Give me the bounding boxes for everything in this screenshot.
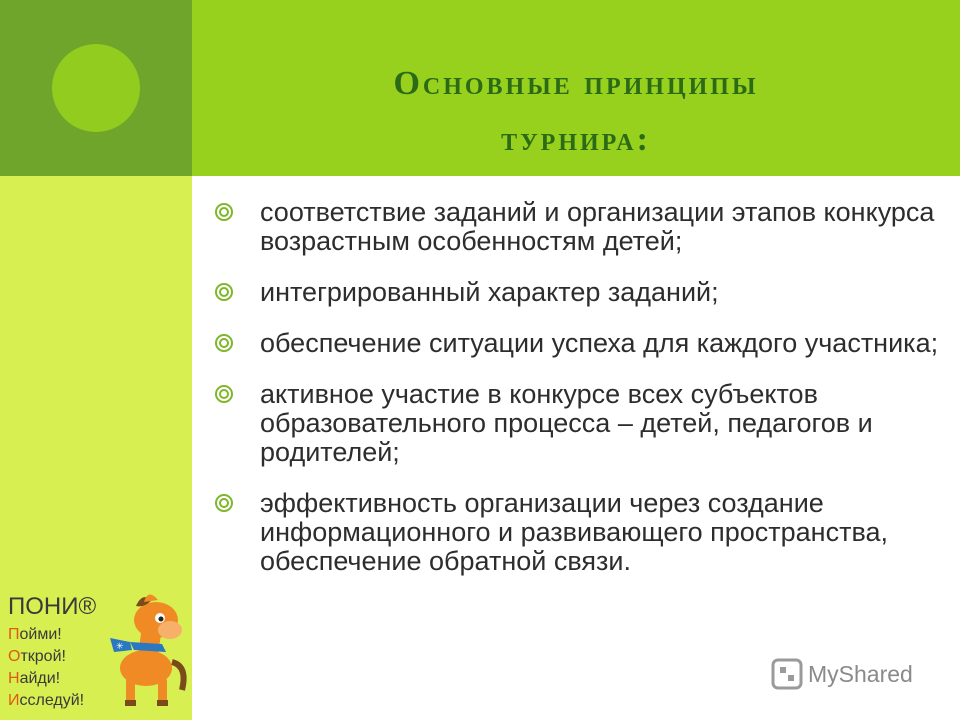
- slide-title: [192, 56, 960, 168]
- list-item-text: обеспечение ситуации успеха для каждого участника;: [260, 328, 939, 358]
- divider: [192, 176, 960, 182]
- list-item-text: соответствие заданий и организации этапов конкурса возрастным особенностям детей;: [260, 197, 935, 256]
- logo-line-initial: О: [8, 648, 21, 665]
- list-item-text: активное участие в конкурсе всех субъектов образовательного процесса – детей, педагогов и родителей;: [260, 379, 873, 467]
- list-item: [214, 329, 944, 358]
- pony-mascot-icon: [86, 586, 192, 710]
- slide-title-line-1: Основные принципы: [393, 65, 759, 102]
- logo-line-initial: Н: [8, 670, 20, 687]
- watermark-text: MyShared: [808, 660, 913, 687]
- concentric-circle-bullet-icon: [214, 282, 234, 302]
- logo-line: [8, 668, 60, 690]
- svg-text:✳: ✳: [116, 642, 124, 652]
- logo-line-initial: И: [8, 692, 20, 709]
- logo-line: [8, 646, 66, 668]
- logo-line-rest: айди!: [19, 670, 61, 687]
- slide-title-line-2: турнира:: [501, 121, 651, 158]
- list-item: [214, 380, 944, 467]
- myshared-logo-icon: [770, 657, 804, 691]
- list-item-text: эффективность организации через создание информационного и развивающего пространства, обеспечение обратной связи.: [260, 488, 889, 576]
- list-item: [214, 278, 944, 307]
- pony-logo: [6, 594, 190, 714]
- logo-line-rest: ойми!: [19, 626, 62, 643]
- concentric-circle-bullet-icon: [214, 202, 234, 222]
- list-item: [214, 489, 944, 576]
- principles-list: [214, 198, 944, 598]
- logo-line: [8, 624, 62, 646]
- decorative-circle: [52, 44, 140, 132]
- logo-line: [8, 690, 84, 712]
- concentric-circle-bullet-icon: [214, 493, 234, 513]
- logo-title: ПОНИ®: [8, 593, 97, 620]
- logo-line-rest: сследуй!: [19, 692, 85, 709]
- watermark: [770, 656, 913, 692]
- logo-line-rest: ткрой!: [20, 648, 66, 665]
- list-item: [214, 198, 944, 256]
- list-item-text: интегрированный характер заданий;: [260, 277, 719, 307]
- logo-line-initial: П: [8, 626, 20, 643]
- concentric-circle-bullet-icon: [214, 384, 234, 404]
- concentric-circle-bullet-icon: [214, 333, 234, 353]
